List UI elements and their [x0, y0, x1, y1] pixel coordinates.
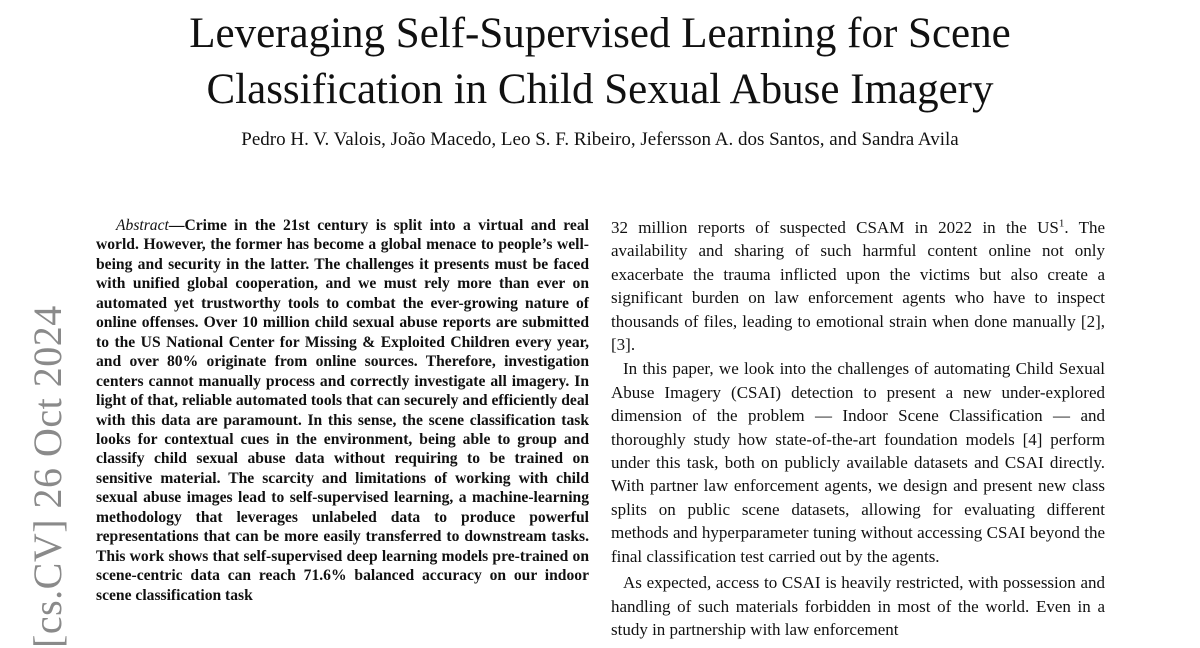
paper-title-line-1: Leveraging Self-Supervised Learning for Scene — [189, 10, 1011, 57]
arxiv-stamp: [cs.CV] 26 Oct 2024 — [25, 305, 70, 648]
body-paragraph-1-end: . The availability and sharing of such harmful content online not only exacerbate the trauma inflicted upon the victims but also create a significant burden on law enforcement agents who have to inspect thousands of files, leading to emotional strain when done manually [2], [3]. — [611, 218, 1105, 355]
body-paragraph-1 — [611, 216, 1105, 356]
paper-authors: Pedro H. V. Valois, João Macedo, Leo S. F. Ribeiro, Jefersson A. dos Santos, and Sandra Avila — [241, 129, 959, 150]
abstract-dash: — — [168, 217, 185, 234]
abstract — [96, 216, 589, 605]
paper-title-line-2: Classification in Child Sexual Abuse Imagery — [206, 66, 994, 113]
body-paragraph-1-start: 32 million reports of suspected CSAM in 2022 in the US — [611, 218, 1059, 237]
abstract-text: Crime in the 21st century is split into a virtual and real world. However, the former has become a global menace to people’s well-being and security in the latter. The challenges it presents must be faced with unified global cooperation, and we must rely more than ever on automated yet trustworthy tools to combat the ever-growing nature of online offenses. Over 10 million child sexual abuse reports are submitted to the US National Center for Missing & Exploited Children every year, and over 80% originate from online sources. Therefore, investigation centers cannot manually process and correctly investigate all imagery. In light of that, reliable automated tools that can securely and efficiently deal with this data are paramount. In this sense, the scene classification task looks for contextual cues in the environment, being able to group and classify child sexual abuse data without requiring to be trained on sensitive material. The scarcity and limitations of working with child sexual abuse images lead to self-supervised learning, a machine-learning methodology that leverages unlabeled data to produce powerful representations that can be more easily transferred to downstream tasks. This work shows that self-supervised deep learning models pre-trained on scene-centric data can reach 71.6% balanced accuracy on our indoor scene classification task — [96, 217, 589, 604]
body-paragraph-3: As expected, access to CSAI is heavily restricted, with possession and handling of such materials forbidden in most of the world. Even in a study in partnership with law enforcement — [611, 573, 1105, 639]
body-column — [611, 216, 1105, 644]
body-paragraph-2: In this paper, we look into the challenges of automating Child Sexual Abuse Imagery (CSAI) detection to present a new under-explored dimension of the problem — Indoor Scene Classification — and thoroughly study how state-of-the-art foundation models [4] perform under this task, both on publicly available datasets and CSAI directly. With partner law enforcement agents, we design and present new class splits on public scene datasets, allowing for evaluating different methods and hyperparameter tuning without accessing CSAI beyond the final classification test carried out by the agents. — [611, 359, 1105, 566]
footnote-marker[interactable]: 1 — [1058, 217, 1065, 230]
paper-title — [0, 6, 1200, 118]
abstract-label: Abstract — [116, 217, 169, 234]
